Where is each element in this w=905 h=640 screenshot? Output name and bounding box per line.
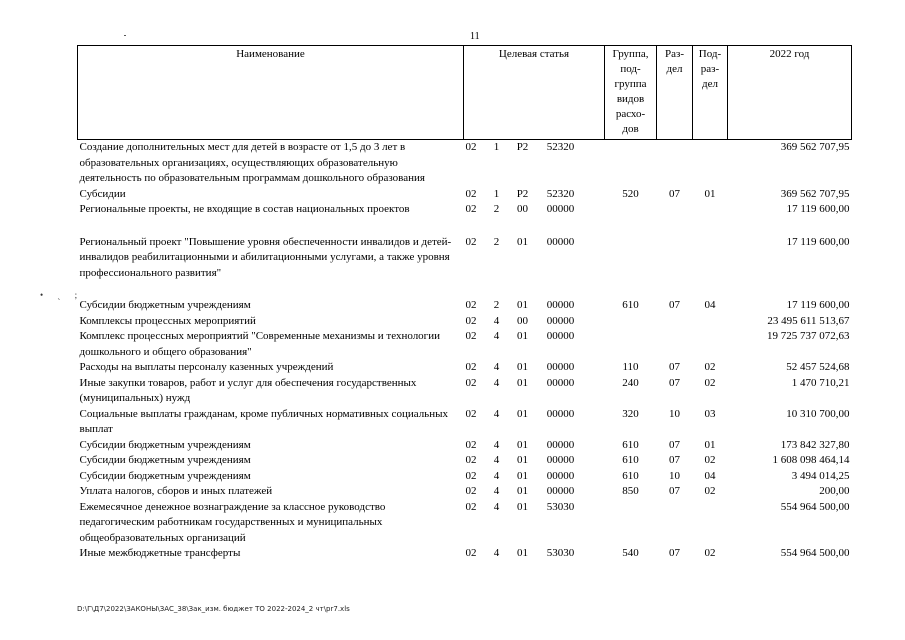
table-row <box>78 235 852 299</box>
target-article-part: 00000 <box>546 203 575 215</box>
target-article-part: 02 <box>465 203 477 215</box>
row-expense-group: 320 <box>622 407 639 420</box>
target-article-part: 4 <box>493 454 500 466</box>
row-amount: 173 842 327,80 <box>780 438 850 451</box>
target-article-part: 01 <box>517 438 528 451</box>
row-name: Комплекс процессных мероприятий "Современные механизмы и технологии дошкольного и общего образования" <box>79 330 440 358</box>
row-name: Субсидии <box>79 187 126 200</box>
row-expense-group: 110 <box>622 361 639 373</box>
target-article-part: 02 <box>465 438 477 451</box>
row-target-article <box>464 546 605 562</box>
row-expense-group <box>605 235 657 299</box>
target-article-part: 01 <box>517 485 528 497</box>
row-amount: 369 562 707,95 <box>780 141 850 153</box>
header-expense-group: Группа, под- группа видов расхо- дов <box>605 46 657 140</box>
row-name: Региональные проекты, не входящие в состав национальных проектов <box>79 203 410 215</box>
table-row <box>78 187 852 203</box>
target-article-part: 00000 <box>546 485 575 497</box>
row-name: Региональный проект "Повышение уровня обеспеченности инвалидов и детей-инвалидов реабилитационными и абилитационными услугами, а также уровня профессионального развития" <box>79 235 452 279</box>
table-row <box>78 376 852 407</box>
row-name: Иные межбюджетные трансферты <box>79 547 241 559</box>
row-subsection <box>693 235 728 299</box>
target-article-part: 01 <box>517 376 528 389</box>
row-section: 07 <box>669 438 680 451</box>
row-target-article <box>464 187 605 203</box>
target-article-part: 4 <box>493 376 500 389</box>
row-name: Субсидии бюджетным учреждениям <box>79 438 251 451</box>
row-subsection: 02 <box>704 485 716 497</box>
row-subsection: 02 <box>704 361 716 373</box>
row-subsection <box>693 314 728 330</box>
row-section <box>657 140 693 187</box>
row-subsection <box>693 140 728 187</box>
row-name: Субсидии бюджетным учреждениям <box>79 469 251 482</box>
row-target-article <box>464 484 605 500</box>
row-amount: 554 964 500,00 <box>780 547 850 559</box>
row-subsection: 02 <box>704 547 716 559</box>
row-expense-group <box>605 314 657 330</box>
row-expense-group <box>605 140 657 187</box>
target-article-part: 4 <box>493 407 500 420</box>
target-article-part: 00000 <box>546 235 575 248</box>
row-target-article <box>464 235 605 299</box>
row-subsection <box>693 202 728 235</box>
row-section: 07 <box>669 299 680 311</box>
target-article-part: P2 <box>516 141 529 153</box>
table-row <box>78 314 852 330</box>
row-section <box>657 329 693 360</box>
row-expense-group <box>605 329 657 360</box>
row-target-article <box>464 500 605 547</box>
target-article-part: 02 <box>465 141 477 153</box>
row-amount: 23 495 611 513,67 <box>767 314 850 327</box>
row-subsection: 04 <box>704 299 716 311</box>
row-section: 07 <box>669 361 680 373</box>
header-subsection: Под- раз- дел <box>693 46 728 140</box>
target-article-part: 1 <box>493 141 500 153</box>
row-name: Создание дополнительных мест для детей в возрасте от 1,5 до 3 лет в образовательных организациях, осуществляющих образовательную деятельность по образовательным программам дошкольного образования <box>79 141 425 184</box>
target-article-part: 4 <box>493 547 500 559</box>
row-amount: 369 562 707,95 <box>780 187 850 200</box>
row-name: Субсидии бюджетным учреждениям <box>79 454 251 466</box>
target-article-part: 02 <box>465 500 477 513</box>
row-expense-group: 850 <box>622 485 639 497</box>
row-section: 07 <box>669 485 680 497</box>
target-article-part: 02 <box>465 187 477 200</box>
row-target-article <box>464 314 605 330</box>
table-row <box>78 484 852 500</box>
target-article-part: 4 <box>493 314 500 327</box>
target-article-part: 00 <box>517 203 528 215</box>
header-section: Раз- дел <box>657 46 693 140</box>
row-expense-group: 610 <box>622 438 639 451</box>
target-article-part: 53030 <box>546 547 575 559</box>
target-article-part: 01 <box>517 547 528 559</box>
row-name: Уплата налогов, сборов и иных платежей <box>79 485 273 497</box>
target-article-part: 00000 <box>546 361 575 373</box>
row-amount: 10 310 700,00 <box>786 407 850 420</box>
row-section: 10 <box>669 469 680 482</box>
target-article-part: 02 <box>465 235 477 248</box>
row-target-article <box>464 329 605 360</box>
target-article-part: 00000 <box>546 314 575 327</box>
table-row <box>78 546 852 562</box>
row-expense-group: 240 <box>622 376 639 389</box>
row-target-article <box>464 469 605 485</box>
target-article-part: 01 <box>517 235 528 248</box>
row-subsection: 02 <box>704 376 716 389</box>
table-row <box>78 407 852 438</box>
row-section <box>657 500 693 547</box>
table-row <box>78 298 852 314</box>
target-article-part: P2 <box>516 187 529 200</box>
budget-table <box>77 45 852 562</box>
target-article-part: 01 <box>517 299 528 311</box>
row-target-article <box>464 407 605 438</box>
row-amount: 1 470 710,21 <box>791 376 850 389</box>
row-section: 10 <box>669 407 680 420</box>
row-expense-group: 520 <box>622 187 639 200</box>
target-article-part: 01 <box>517 454 528 466</box>
row-amount: 17 119 600,00 <box>786 203 850 215</box>
header-year: 2022 год <box>728 46 852 140</box>
target-article-part: 02 <box>465 547 477 559</box>
row-expense-group: 610 <box>622 469 639 482</box>
target-article-part: 00000 <box>546 454 575 466</box>
row-target-article <box>464 298 605 314</box>
target-article-part: 4 <box>493 500 500 513</box>
target-article-part: 2 <box>493 299 500 311</box>
row-expense-group: 540 <box>622 547 639 559</box>
row-expense-group <box>605 500 657 547</box>
row-subsection: 01 <box>704 438 716 451</box>
target-article-part: 00000 <box>546 376 575 389</box>
row-name: Комплексы процессных мероприятий <box>79 314 256 327</box>
target-article-part: 4 <box>493 361 500 373</box>
target-article-part: 02 <box>465 361 477 373</box>
target-article-part: 00000 <box>546 438 575 451</box>
row-section: 07 <box>669 454 680 466</box>
target-article-part: 02 <box>465 485 477 497</box>
table-row <box>78 438 852 454</box>
target-article-part: 53030 <box>546 500 575 513</box>
target-article-part: 01 <box>517 469 528 482</box>
row-expense-group: 610 <box>622 299 639 311</box>
row-target-article <box>464 202 605 235</box>
table-row <box>78 202 852 235</box>
target-article-part: 02 <box>465 314 477 327</box>
row-subsection: 01 <box>704 187 716 200</box>
target-article-part: 02 <box>465 330 477 342</box>
row-subsection: 03 <box>704 407 716 420</box>
row-name: Социальные выплаты гражданам, кроме публичных нормативных социальных выплат <box>79 407 448 435</box>
row-target-article <box>464 140 605 187</box>
target-article-part: 4 <box>493 485 500 497</box>
row-target-article <box>464 360 605 376</box>
target-article-part: 01 <box>517 330 528 342</box>
header-name: Наименование <box>78 46 464 140</box>
row-subsection <box>693 329 728 360</box>
target-article-part: 1 <box>493 187 500 200</box>
page-number: 11 <box>470 31 480 42</box>
row-amount: 17 119 600,00 <box>786 235 850 248</box>
row-section: 07 <box>669 187 680 200</box>
target-article-part: 52320 <box>546 141 575 153</box>
target-article-part: 4 <box>493 469 500 482</box>
row-amount: 19 725 737 072,63 <box>767 330 850 342</box>
table-row <box>78 329 852 360</box>
row-section <box>657 314 693 330</box>
row-name: Иные закупки товаров, работ и услуг для обеспечения государственных (муниципальных) нужд <box>79 376 417 404</box>
row-name: Расходы на выплаты персоналу казенных учреждений <box>79 361 334 373</box>
table-header-row <box>78 46 852 140</box>
row-subsection: 04 <box>704 469 716 482</box>
header-target-article: Целевая статья <box>464 46 605 140</box>
row-target-article <box>464 438 605 454</box>
target-article-part: 00000 <box>546 407 575 420</box>
table-row <box>78 140 852 187</box>
target-article-part: 01 <box>517 500 528 513</box>
row-amount: 554 964 500,00 <box>780 500 850 513</box>
row-expense-group: 610 <box>622 454 639 466</box>
target-article-part: 2 <box>493 203 500 215</box>
row-section <box>657 202 693 235</box>
target-article-part: 01 <box>517 407 528 420</box>
target-article-part: 02 <box>465 454 477 466</box>
row-section: 07 <box>669 376 680 389</box>
target-article-part: 2 <box>493 235 500 248</box>
target-article-part: 00000 <box>546 330 575 342</box>
target-article-part: 02 <box>465 376 477 389</box>
scan-artifact <box>124 35 126 36</box>
row-expense-group <box>605 202 657 235</box>
table-row <box>78 469 852 485</box>
target-article-part: 00000 <box>546 299 575 311</box>
target-article-part: 4 <box>493 330 500 342</box>
table-row <box>78 453 852 469</box>
row-name: Ежемесячное денежное вознаграждение за классное руководство педагогическим работникам государственных и муниципальных общеобразовательных организаций <box>79 500 386 544</box>
row-target-article <box>464 376 605 407</box>
target-article-part: 02 <box>465 407 477 420</box>
row-amount: 1 608 098 464,14 <box>772 454 850 466</box>
scan-artifact-marks: • ˏ ; <box>40 290 84 300</box>
target-article-part: 00 <box>517 314 528 327</box>
target-article-part: 4 <box>493 438 500 451</box>
row-amount: 3 494 014,25 <box>791 469 850 482</box>
file-path-footer: D:\Г\Д7\2022\ЗАКОНЫ\ЗАС_38\Зак_изм. бюджет ТО 2022-2024_2 чт\pr7.xls <box>77 605 350 613</box>
row-section: 07 <box>669 547 680 559</box>
row-subsection: 02 <box>704 454 716 466</box>
target-article-part: 52320 <box>546 187 575 200</box>
row-subsection <box>693 500 728 547</box>
row-target-article <box>464 453 605 469</box>
table-row <box>78 500 852 547</box>
row-amount: 17 119 600,00 <box>786 299 850 311</box>
target-article-part: 00000 <box>546 469 575 482</box>
target-article-part: 01 <box>517 361 528 373</box>
target-article-part: 02 <box>465 469 477 482</box>
row-amount: 52 457 524,68 <box>786 361 850 373</box>
row-section <box>657 235 693 299</box>
table-row <box>78 360 852 376</box>
row-amount: 200,00 <box>819 485 850 497</box>
row-name: Субсидии бюджетным учреждениям <box>79 299 251 311</box>
target-article-part: 02 <box>465 299 477 311</box>
